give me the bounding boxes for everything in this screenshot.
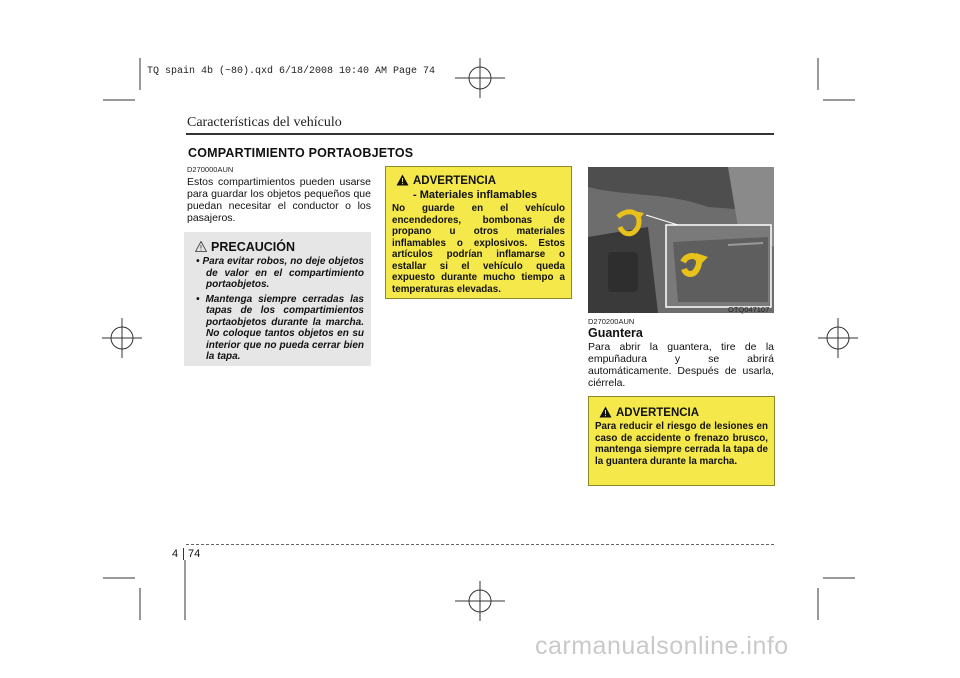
warning-glovebox-title: ADVERTENCIA [616, 407, 700, 419]
glovebox-body: Para abrir la guantera, tire de la empuñadura y se abrirá automáticamente. Después de usarla, ciérrela. [588, 341, 774, 389]
caution-title: PRECAUCIÓN [211, 240, 296, 254]
glovebox-code: D270200AUN [588, 317, 635, 326]
section-body: Estos compartimientos pueden usarse para guardar los objetos pequeños que puedan necesitar el conductor o los pasajeros. [187, 176, 371, 224]
footer-rule [186, 544, 774, 545]
glovebox-illustration [588, 167, 774, 313]
warning-flammable-body: No guarde en el vehículo encendedores, bombonas de propano u otros materiales inflamables o explosivos. Estos artículos podrían inflamarse o estallar si el vehículo queda expuesto durante mucho tiempo a temperaturas elevadas. [392, 203, 565, 295]
glovebox-title: Guantera [588, 326, 643, 340]
watermark: carmanualsonline.info [535, 632, 789, 660]
caution-list [192, 256, 364, 366]
section-code: D270000AUN [187, 165, 234, 174]
caution-item: • Para evitar robos, no deje objetos de valor en el compartimiento portaobjetos. [196, 256, 364, 290]
print-slug: TQ spain 4b (~80).qxd 6/18/2008 10:40 AM Page 74 [147, 66, 436, 77]
warning-flammable-box [385, 166, 572, 299]
header-rule [186, 133, 774, 135]
warning-flammable-title: ADVERTENCIA [413, 175, 497, 187]
warning-glovebox-box [588, 396, 775, 486]
warning-icon [599, 406, 612, 418]
caution-icon [195, 241, 207, 252]
page-number: 74 [188, 548, 201, 560]
page-header: Características del vehículo [187, 115, 342, 130]
chapter-number: 4 [172, 548, 179, 560]
warning-glovebox-body: Para reducir el riesgo de lesiones en caso de accidente o frenazo brusco, mantenga siempre cerrada la tapa de la guantera durante la marcha. [595, 421, 768, 467]
caution-box [184, 232, 371, 366]
glovebox-photo [588, 167, 774, 313]
caution-item: • Mantenga siempre cerradas las tapas de los compartimientos portaobjetos durante la marcha. No coloque tantos objetos en su interior que no pueda cerrar bien la tapa. [196, 293, 364, 362]
figure-code: OTQ047107 [728, 305, 770, 314]
warning-icon [396, 174, 409, 186]
footer-separator [183, 548, 184, 560]
warning-flammable-subtitle: - Materiales inflamables [413, 189, 538, 201]
section-title: COMPARTIMIENTO PORTAOBJETOS [188, 146, 414, 160]
